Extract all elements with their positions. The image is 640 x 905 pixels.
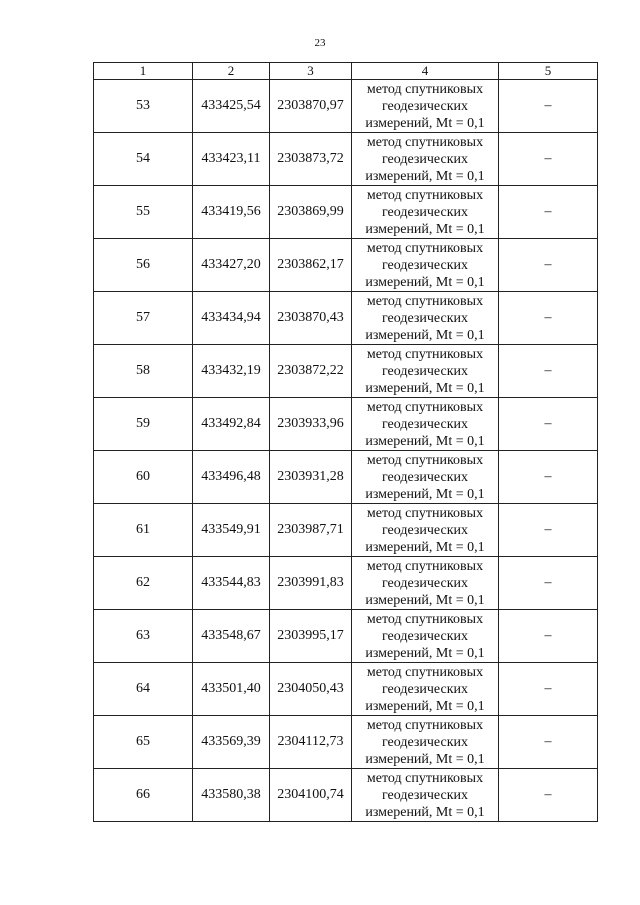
method-cell: [352, 557, 499, 610]
table-row: [94, 398, 598, 451]
point-number-cell: 61: [94, 504, 193, 557]
method-line: геодезических: [381, 416, 468, 432]
note-cell: –: [499, 716, 598, 769]
table-row: [94, 663, 598, 716]
method-line: измерений, Mt = 0,1: [365, 592, 485, 608]
table-row: [94, 451, 598, 504]
method-line: измерений, Mt = 0,1: [365, 804, 485, 820]
method-line: геодезических: [381, 734, 468, 750]
x-coordinate-cell: 433569,39: [193, 716, 270, 769]
point-number-cell: 65: [94, 716, 193, 769]
method-cell: [352, 610, 499, 663]
method-cell: [352, 186, 499, 239]
point-number-cell: 54: [94, 133, 193, 186]
y-coordinate-cell: 2303995,17: [270, 610, 352, 663]
method-line: геодезических: [381, 681, 468, 697]
y-coordinate-cell: 2303862,17: [270, 239, 352, 292]
method-line: измерений, Mt = 0,1: [365, 698, 485, 714]
note-cell: –: [499, 292, 598, 345]
method-line: метод спутниковых: [366, 664, 484, 680]
coordinates-table: [93, 62, 598, 822]
method-line: метод спутниковых: [366, 770, 484, 786]
note-cell: –: [499, 610, 598, 663]
method-line: измерений, Mt = 0,1: [365, 115, 485, 131]
point-number-cell: 66: [94, 769, 193, 822]
method-line: измерений, Mt = 0,1: [365, 221, 485, 237]
y-coordinate-cell: 2304112,73: [270, 716, 352, 769]
table-row: [94, 610, 598, 663]
note-cell: –: [499, 557, 598, 610]
method-cell: [352, 716, 499, 769]
page-number: 23: [314, 37, 326, 49]
table-row: [94, 186, 598, 239]
y-coordinate-cell: 2303872,22: [270, 345, 352, 398]
y-coordinate-cell: 2303933,96: [270, 398, 352, 451]
point-number-cell: 55: [94, 186, 193, 239]
method-line: геодезических: [381, 98, 468, 114]
method-line: метод спутниковых: [366, 717, 484, 733]
method-cell: [352, 769, 499, 822]
x-coordinate-cell: 433544,83: [193, 557, 270, 610]
x-coordinate-cell: 433434,94: [193, 292, 270, 345]
column-header-2: 2: [193, 63, 270, 80]
method-line: метод спутниковых: [366, 611, 484, 627]
y-coordinate-cell: 2303991,83: [270, 557, 352, 610]
x-coordinate-cell: 433548,67: [193, 610, 270, 663]
method-line: геодезических: [381, 628, 468, 644]
point-number-cell: 60: [94, 451, 193, 504]
method-line: геодезических: [381, 204, 468, 220]
method-cell: [352, 663, 499, 716]
note-cell: –: [499, 80, 598, 133]
y-coordinate-cell: 2304100,74: [270, 769, 352, 822]
table-row: [94, 133, 598, 186]
method-line: метод спутниковых: [366, 558, 484, 574]
method-line: измерений, Mt = 0,1: [365, 380, 485, 396]
table-row: [94, 769, 598, 822]
method-line: геодезических: [381, 257, 468, 273]
note-cell: –: [499, 345, 598, 398]
note-cell: –: [499, 133, 598, 186]
note-cell: –: [499, 186, 598, 239]
x-coordinate-cell: 433549,91: [193, 504, 270, 557]
method-line: метод спутниковых: [366, 293, 484, 309]
method-line: геодезических: [381, 363, 468, 379]
x-coordinate-cell: 433425,54: [193, 80, 270, 133]
method-cell: [352, 239, 499, 292]
point-number-cell: 64: [94, 663, 193, 716]
table-row: [94, 557, 598, 610]
method-line: геодезических: [381, 310, 468, 326]
column-header-3: 3: [270, 63, 352, 80]
point-number-cell: 63: [94, 610, 193, 663]
header-row: [94, 63, 598, 80]
x-coordinate-cell: 433580,38: [193, 769, 270, 822]
table-row: [94, 716, 598, 769]
method-line: измерений, Mt = 0,1: [365, 168, 485, 184]
note-cell: –: [499, 239, 598, 292]
note-cell: –: [499, 663, 598, 716]
x-coordinate-cell: 433427,20: [193, 239, 270, 292]
method-line: измерений, Mt = 0,1: [365, 751, 485, 767]
method-cell: [352, 292, 499, 345]
method-line: метод спутниковых: [366, 399, 484, 415]
note-cell: –: [499, 504, 598, 557]
y-coordinate-cell: 2304050,43: [270, 663, 352, 716]
y-coordinate-cell: 2303931,28: [270, 451, 352, 504]
method-line: метод спутниковых: [366, 452, 484, 468]
table-row: [94, 345, 598, 398]
y-coordinate-cell: 2303870,97: [270, 80, 352, 133]
method-cell: [352, 133, 499, 186]
method-line: измерений, Mt = 0,1: [365, 274, 485, 290]
method-line: геодезических: [381, 522, 468, 538]
method-line: геодезических: [381, 151, 468, 167]
y-coordinate-cell: 2303873,72: [270, 133, 352, 186]
note-cell: –: [499, 398, 598, 451]
note-cell: –: [499, 451, 598, 504]
x-coordinate-cell: 433492,84: [193, 398, 270, 451]
note-cell: –: [499, 769, 598, 822]
point-number-cell: 59: [94, 398, 193, 451]
method-cell: [352, 345, 499, 398]
table-row: [94, 80, 598, 133]
point-number-cell: 62: [94, 557, 193, 610]
method-cell: [352, 504, 499, 557]
x-coordinate-cell: 433501,40: [193, 663, 270, 716]
column-header-1: 1: [94, 63, 193, 80]
method-cell: [352, 398, 499, 451]
method-cell: [352, 80, 499, 133]
method-line: измерений, Mt = 0,1: [365, 327, 485, 343]
point-number-cell: 56: [94, 239, 193, 292]
point-number-cell: 58: [94, 345, 193, 398]
method-line: геодезических: [381, 469, 468, 485]
point-number-cell: 57: [94, 292, 193, 345]
table-row: [94, 239, 598, 292]
method-line: геодезических: [381, 787, 468, 803]
x-coordinate-cell: 433419,56: [193, 186, 270, 239]
x-coordinate-cell: 433432,19: [193, 345, 270, 398]
table-row: [94, 292, 598, 345]
method-line: метод спутниковых: [366, 134, 484, 150]
point-number-cell: 53: [94, 80, 193, 133]
column-header-4: 4: [352, 63, 499, 80]
y-coordinate-cell: 2303987,71: [270, 504, 352, 557]
method-line: измерений, Mt = 0,1: [365, 486, 485, 502]
y-coordinate-cell: 2303870,43: [270, 292, 352, 345]
method-cell: [352, 451, 499, 504]
method-line: метод спутниковых: [366, 187, 484, 203]
column-header-5: 5: [499, 63, 598, 80]
method-line: метод спутниковых: [366, 81, 484, 97]
method-line: геодезических: [381, 575, 468, 591]
method-line: измерений, Mt = 0,1: [365, 645, 485, 661]
method-line: измерений, Mt = 0,1: [365, 539, 485, 555]
method-line: метод спутниковых: [366, 240, 484, 256]
table-body: [94, 80, 598, 822]
table-row: [94, 504, 598, 557]
method-line: метод спутниковых: [366, 346, 484, 362]
x-coordinate-cell: 433496,48: [193, 451, 270, 504]
x-coordinate-cell: 433423,11: [193, 133, 270, 186]
y-coordinate-cell: 2303869,99: [270, 186, 352, 239]
method-line: метод спутниковых: [366, 505, 484, 521]
method-line: измерений, Mt = 0,1: [365, 433, 485, 449]
